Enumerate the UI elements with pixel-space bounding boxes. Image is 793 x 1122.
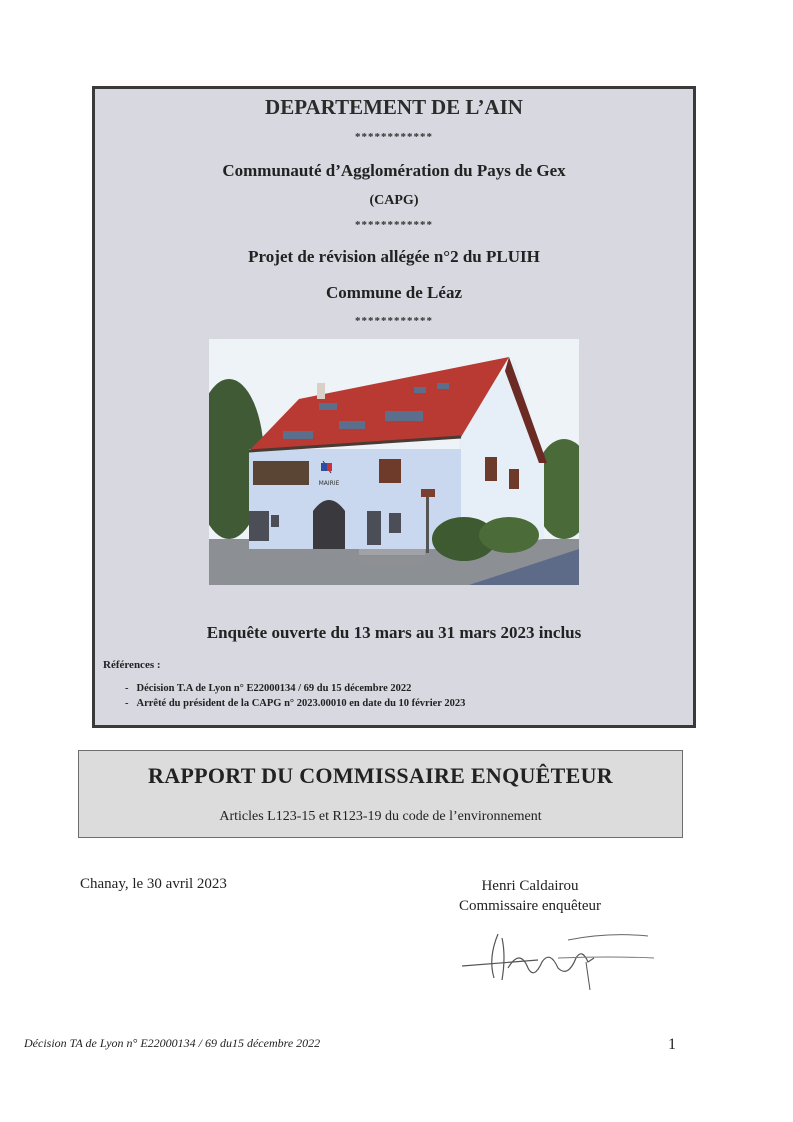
department-title: DEPARTEMENT DE L’AIN: [265, 95, 523, 119]
references-list: [125, 683, 465, 713]
handwritten-signature: [458, 928, 658, 996]
report-title-box: [78, 750, 683, 838]
community-acronym: (CAPG): [369, 193, 419, 208]
commune-name: Commune de Léaz: [326, 283, 462, 302]
footer-reference: Décision TA de Lyon n° E22000134 / 69 du15 décembre 2022: [24, 1036, 321, 1050]
signer-name: Henri Caldairou: [481, 878, 579, 894]
reference-item: - Décision T.A de Lyon n° E22000134 / 69 du 15 décembre 2022: [125, 683, 465, 694]
page-number: 1: [668, 1036, 676, 1053]
enquiry-dates: Enquête ouverte du 13 mars au 31 mars 2023 inclus: [206, 623, 582, 642]
community-name: Communauté d’Agglomération du Pays de Gex: [222, 161, 566, 180]
cover-box: [92, 86, 696, 728]
report-title: RAPPORT DU COMMISSAIRE ENQUÊTEUR: [148, 763, 613, 788]
project-title: Projet de révision allégée n°2 du PLUIH: [248, 247, 540, 266]
signer-block: [440, 876, 620, 916]
signer-role: Commissaire enquêteur: [458, 898, 602, 914]
town-hall-photo: [209, 339, 579, 585]
reference-item: - Arrêté du président de la CAPG n° 2023.00010 en date du 10 février 2023: [125, 698, 465, 709]
place-date: Chanay, le 30 avril 2023: [80, 876, 227, 892]
report-subtitle: Articles L123-15 et R123-19 du code de l’environnement: [219, 809, 542, 824]
separator-stars: ************: [355, 219, 433, 231]
separator-stars: ************: [355, 131, 433, 143]
references-title: Références :: [103, 659, 161, 671]
separator-stars: ************: [355, 315, 433, 327]
town-hall-sign: MAIRIE: [318, 480, 340, 487]
